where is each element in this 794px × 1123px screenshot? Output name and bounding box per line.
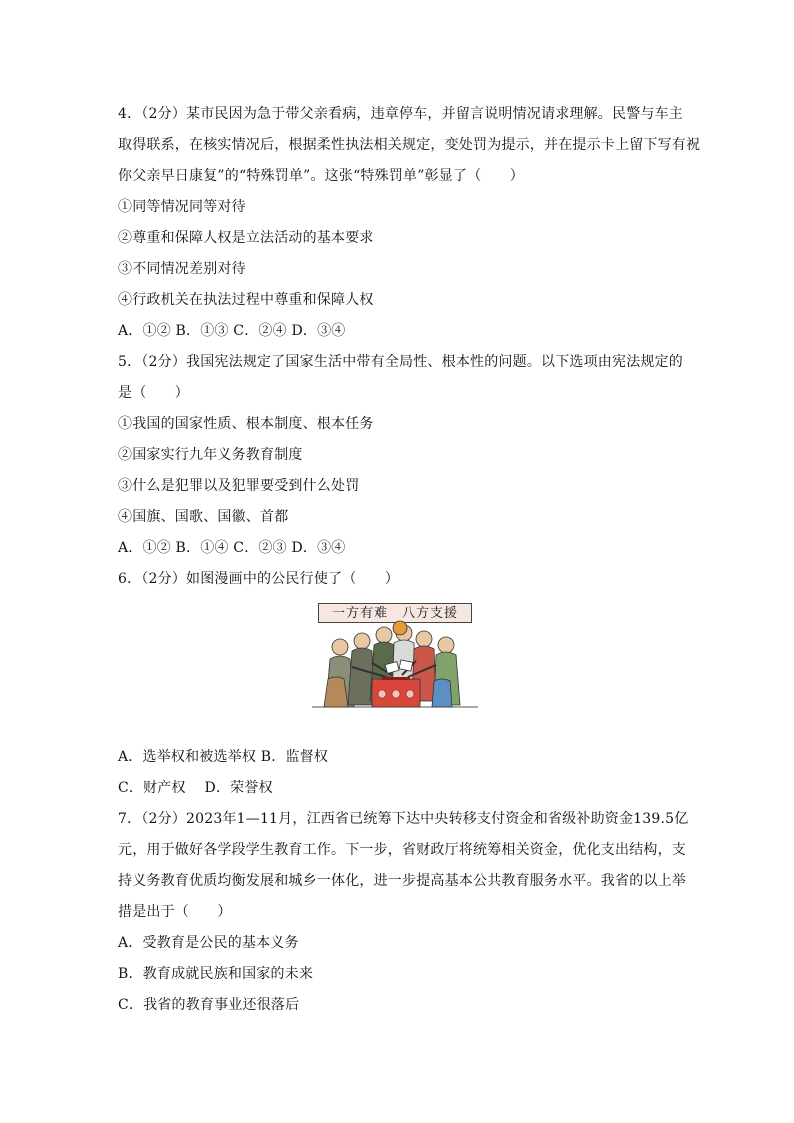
q4-statement-1: ①同等情况同等对待 (118, 199, 246, 215)
q4-stem-line-2: 取得联系，在核实情况后，根据柔性执法相关规定，变处罚为提示，并在提示卡上留下写有祝 (118, 137, 701, 153)
q7-stem-line-3: 持义务教育优质均衡发展和城乡一体化，进一步提高基本公共教育服务水平。我省的以上举 (118, 873, 686, 889)
q5-statement-1: ①我国的国家性质、根本制度、根本任务 (118, 416, 374, 432)
q5-statement-3: ③什么是犯罪以及犯罪要受到什么处罚 (118, 478, 360, 494)
q6-options-line-2: C．财产权 D．荣誉权 (118, 780, 273, 796)
q4-stem-line-3: 你父亲早日康复”的“特殊罚单”。这张“特殊罚单”彰显了（ ） (118, 168, 524, 184)
q4-statement-3: ③不同情况差别对待 (118, 261, 246, 277)
q4-options: A．①② B．①③ C．②④ D．③④ (118, 323, 346, 339)
q7-option-c: C．我省的教育事业还很落后 (118, 997, 300, 1013)
q7-stem-line-1: 7．（2分）2023年1—11月，江西省已统筹下达中央转移支付资金和省级补助资金139.5亿 (118, 811, 689, 827)
q6-stem-line-1: 6．（2分）如图漫画中的公民行使了（ ） (118, 571, 400, 587)
q5-stem-line-2: 是（ ） (118, 385, 189, 401)
q4-stem-line-1: 4．（2分）某市民因为急于带父亲看病，违章停车，并留言说明情况请求理解。民警与车主 (118, 106, 684, 122)
q4-statement-4: ④行政机关在执法过程中尊重和保障人权 (118, 292, 374, 308)
cartoon-banner: 一方有难 八方支援 (318, 603, 472, 623)
q7-stem-line-4: 措是出于（ ） (118, 904, 232, 920)
q4-statement-2: ②尊重和保障人权是立法活动的基本要求 (118, 230, 374, 246)
q7-option-a: A．受教育是公民的基本义务 (118, 935, 299, 951)
q5-statement-2: ②国家实行九年义务教育制度 (118, 447, 303, 463)
q5-options: A．①② B．①④ C．②③ D．③④ (118, 540, 346, 556)
q5-statement-4: ④国旗、国歌、国徽、首都 (118, 509, 289, 525)
q7-option-b: B．教育成就民族和国家的未来 (118, 966, 314, 982)
q5-stem-line-1: 5．（2分）我国宪法规定了国家生活中带有全局性、根本性的问题。以下选项由宪法规定的 (118, 354, 684, 370)
q6-options-line-1: A．选举权和被选举权 B．监督权 (118, 749, 329, 765)
donation-cartoon (312, 601, 478, 713)
cartoon-illustration (312, 601, 478, 713)
q7-stem-line-2: 元，用于做好各学段学生教育工作。下一步，省财政厅将统筹相关资金，优化支出结构，支 (118, 842, 686, 858)
